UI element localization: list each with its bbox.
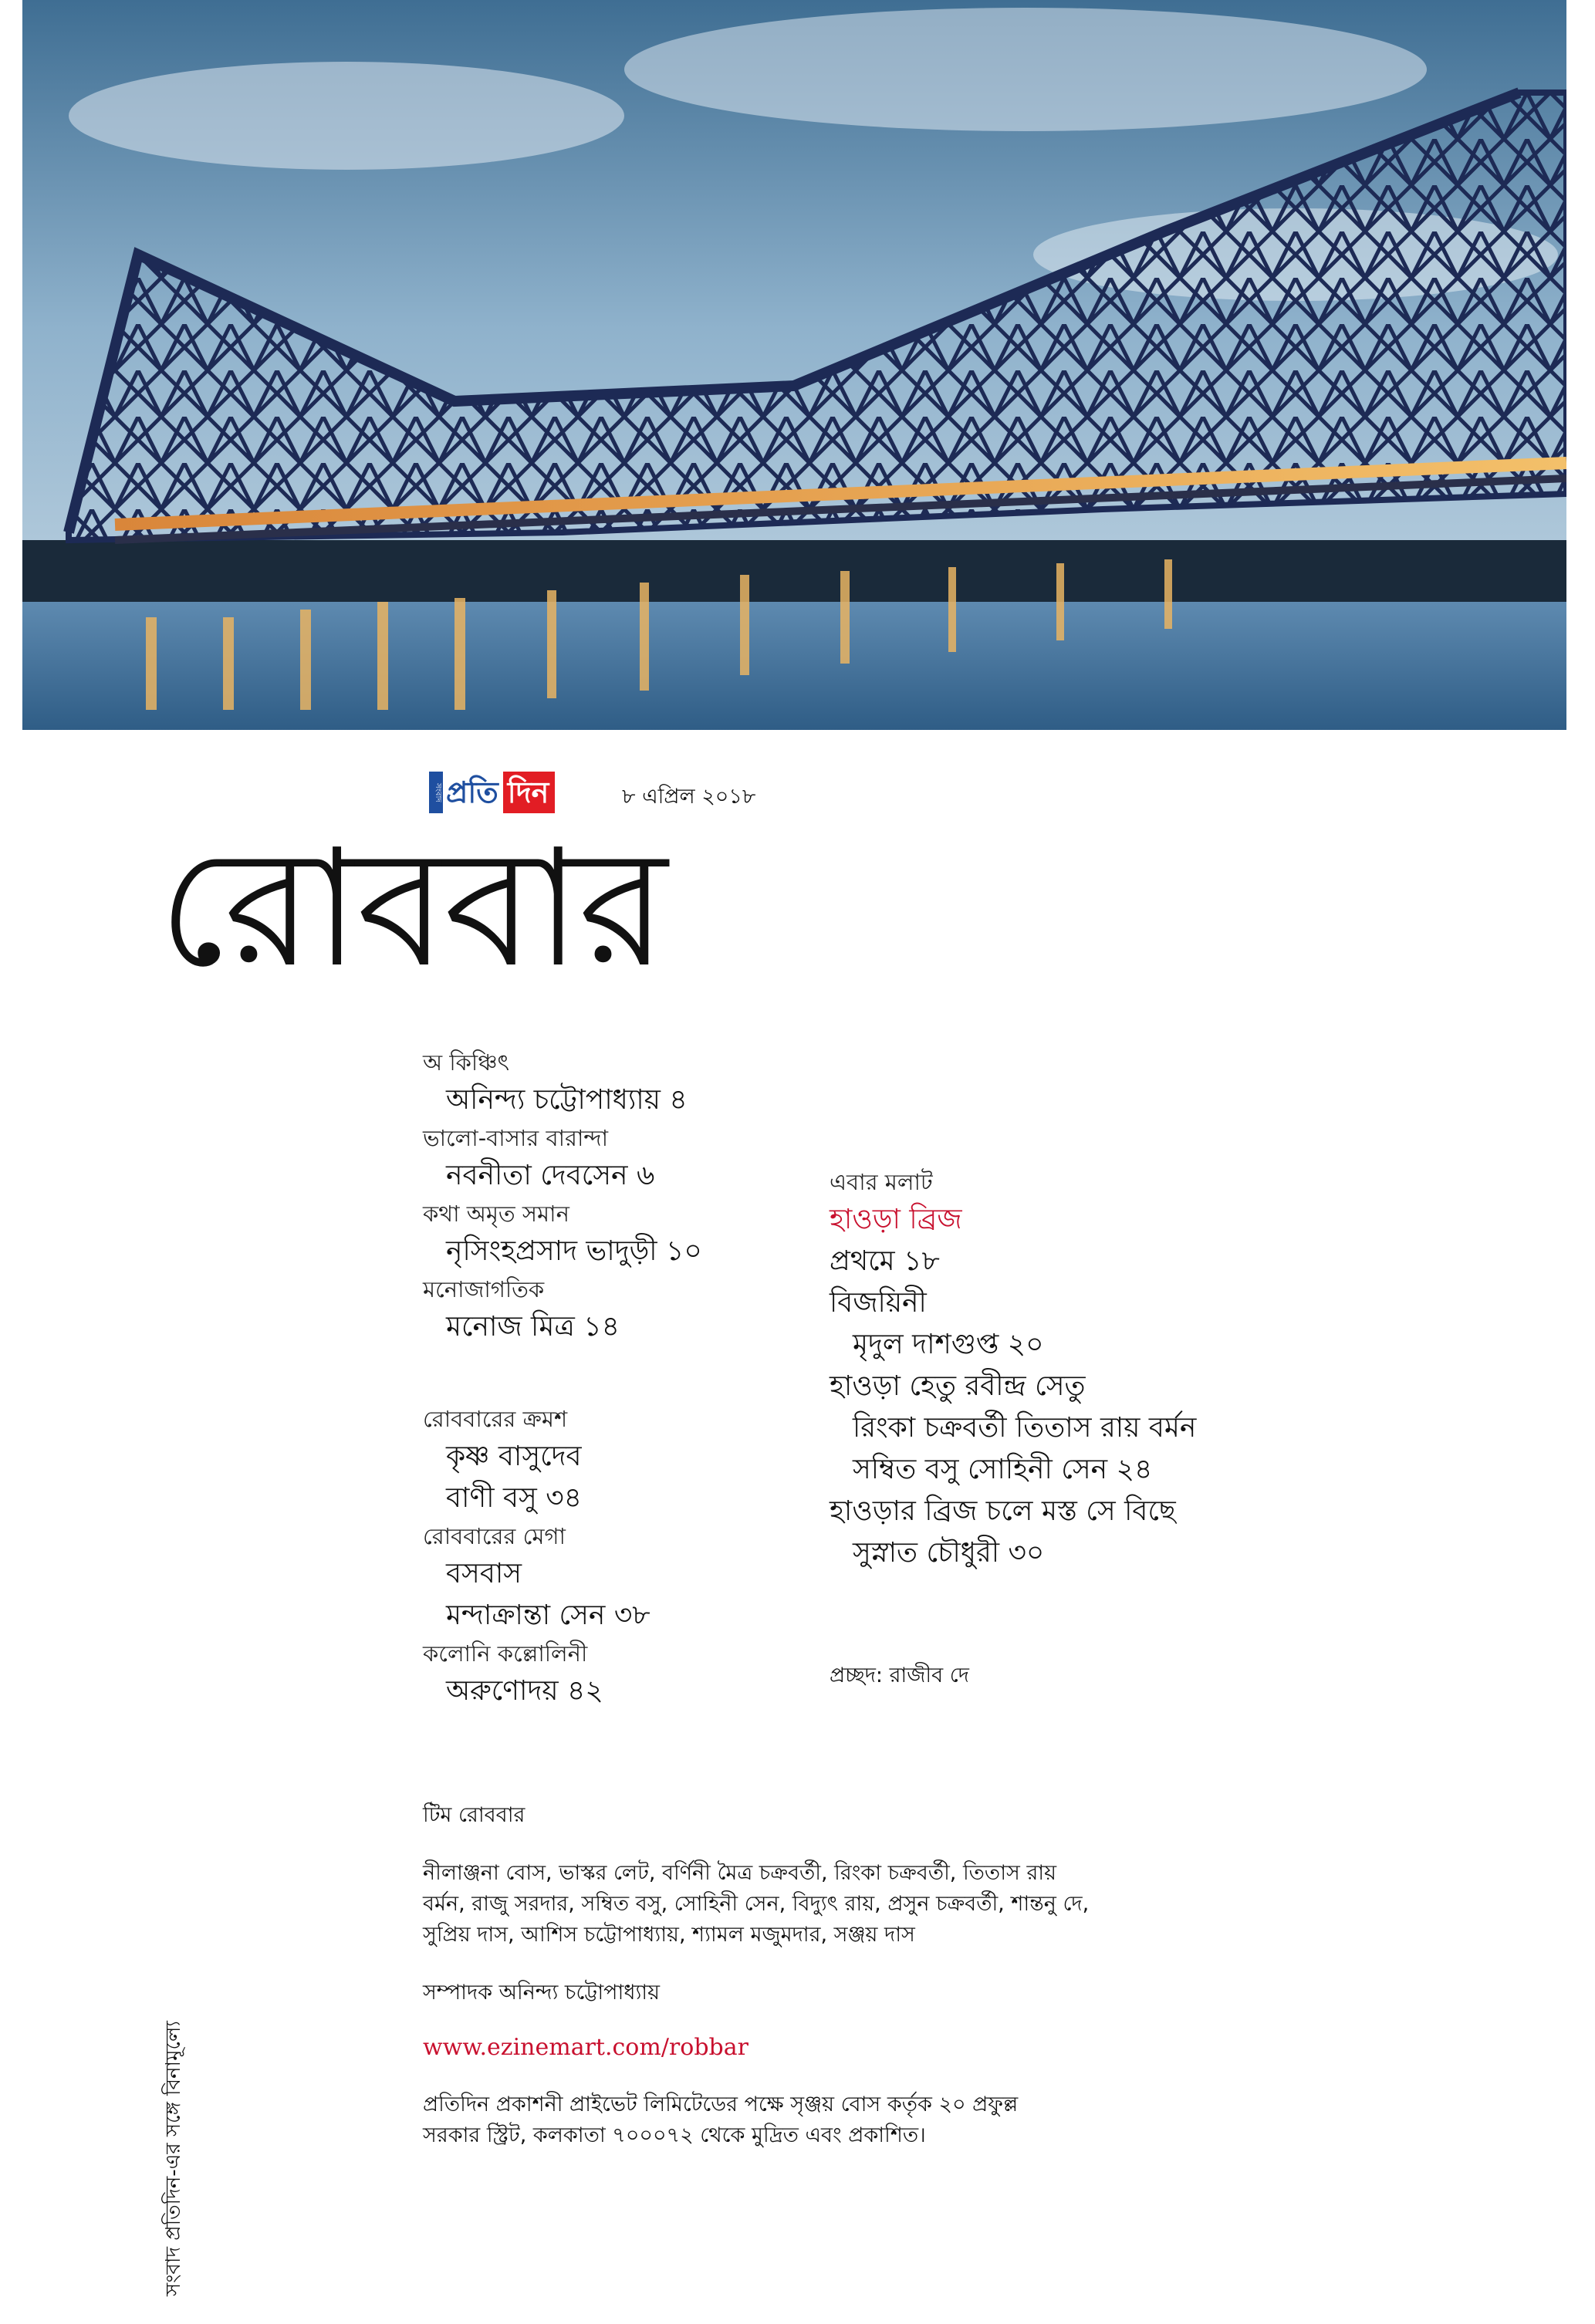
website-link[interactable]: www.ezinemart.com/robbar [423,2034,749,2061]
masthead-title: রোববার [158,814,664,1003]
cover-photo-howrah-bridge [22,0,1566,730]
contents-entry: হাওড়া হেতু রবীন্দ্র সেতু [830,1370,1086,1402]
contents-entry: মনোজ মিত্র ১৪ [446,1311,620,1343]
section-heading: মনোজাগতিক [423,1276,545,1302]
contents-entry: বিজয়িনী [830,1287,927,1319]
team-heading: টিম রোববার [423,1803,525,1827]
contents-entry: রিংকা চক্রবর্তী তিতাস রায় বর্মন [853,1412,1197,1444]
team-members-line: বর্মন, রাজু সরদার, সম্বিত বসু, সোহিনী সেন, বিদ্যুৎ রায়, প্রসুন চক্রবর্তী, শান্তনু দে, [423,1892,1090,1916]
contents-entry: বাণী বসু ৩৪ [446,1482,583,1514]
contents-entry: সম্বিত বসু সোহিনী সেন ২৪ [853,1454,1153,1485]
contents-entry: বসবাস [446,1558,522,1589]
logo-text-part1: প্রতি [443,772,503,813]
contents-entry: প্রথমে ১৮ [830,1245,940,1277]
section-heading: কথা অমৃত সমান [423,1201,569,1227]
section-heading: ভালো-বাসার বারান্দা [423,1125,609,1151]
contents-entry: নবনীতা দেবসেন ৬ [446,1160,655,1191]
team-members-line: সুপ্রিয় দাস, আশিস চট্টোপাধ্যায়, শ্যামল মজুমদার, সঞ্জয় দাস [423,1923,915,1947]
section-heading: অ কিঞ্চিৎ [423,1049,510,1076]
contents-entry: মন্দাক্রান্তা সেন ৩৮ [446,1599,651,1631]
contents-entry: মৃদুল দাশগুপ্ত ২০ [853,1329,1044,1360]
contents-entry: নৃসিংহপ্রসাদ ভাদুড়ী ১০ [446,1235,702,1267]
cover-story-title: হাওড়া ব্রিজ [830,1204,962,1235]
logo-text-part2: দিন [503,772,556,813]
imprint-line: সরকার স্ট্রিট, কলকাতা ৭০০০৭২ থেকে মুদ্রিত এবং প্রকাশিত। [423,2123,926,2147]
imprint-line: প্রতিদিন প্রকাশনী প্রাইভেট লিমিটেডের পক্ষে সৃঞ্জয় বোস কর্তৃক ২০ প্রফুল্ল [423,2093,1019,2116]
contents-entry: অরুণোদয় ৪২ [446,1675,603,1707]
contents-right [830,1165,1293,1574]
contents-block [423,1045,901,1121]
pratidin-logo [429,772,555,813]
contents-entry: অনিন্দ্য চট্টোপাধ্যায় ৪ [446,1084,688,1116]
contents-entry: কৃষ্ণ বাসুদেব [446,1441,582,1472]
section-heading: রোববারের মেগা [423,1523,566,1549]
contents-entry: হাওড়ার ব্রিজ চলে মস্ত সে বিছে [830,1495,1176,1527]
side-note: সংবাদ প্রতিদিন-এর সঙ্গে বিনামূল্যে [162,2021,185,2296]
team-members [423,1858,1195,1951]
team-members-line: নীলাঞ্জনা বোস, ভাস্কর লেট, বর্ণিনী মৈত্র চক্রবর্তী, রিংকা চক্রবর্তী, তিতাস রায় [423,1861,1057,1885]
contents-entry: সুস্নাত চৌধুরী ৩০ [853,1537,1045,1569]
editor-credit: সম্পাদক অনিন্দ্য চট্টোপাধ্যায় [423,1981,661,2005]
imprint [423,2089,1195,2151]
cover-credit: প্রচ্ছদ: রাজীব দে [830,1664,969,1687]
section-heading: এবার মলাট [830,1169,933,1195]
section-heading: কলোনি কল্লোলিনী [423,1640,588,1667]
issue-date: ৮ এপ্রিল ২০১৮ [622,785,756,809]
logo-tag: সংবাদ [429,772,443,813]
section-heading: রোববারের ক্রমশ [423,1406,568,1432]
